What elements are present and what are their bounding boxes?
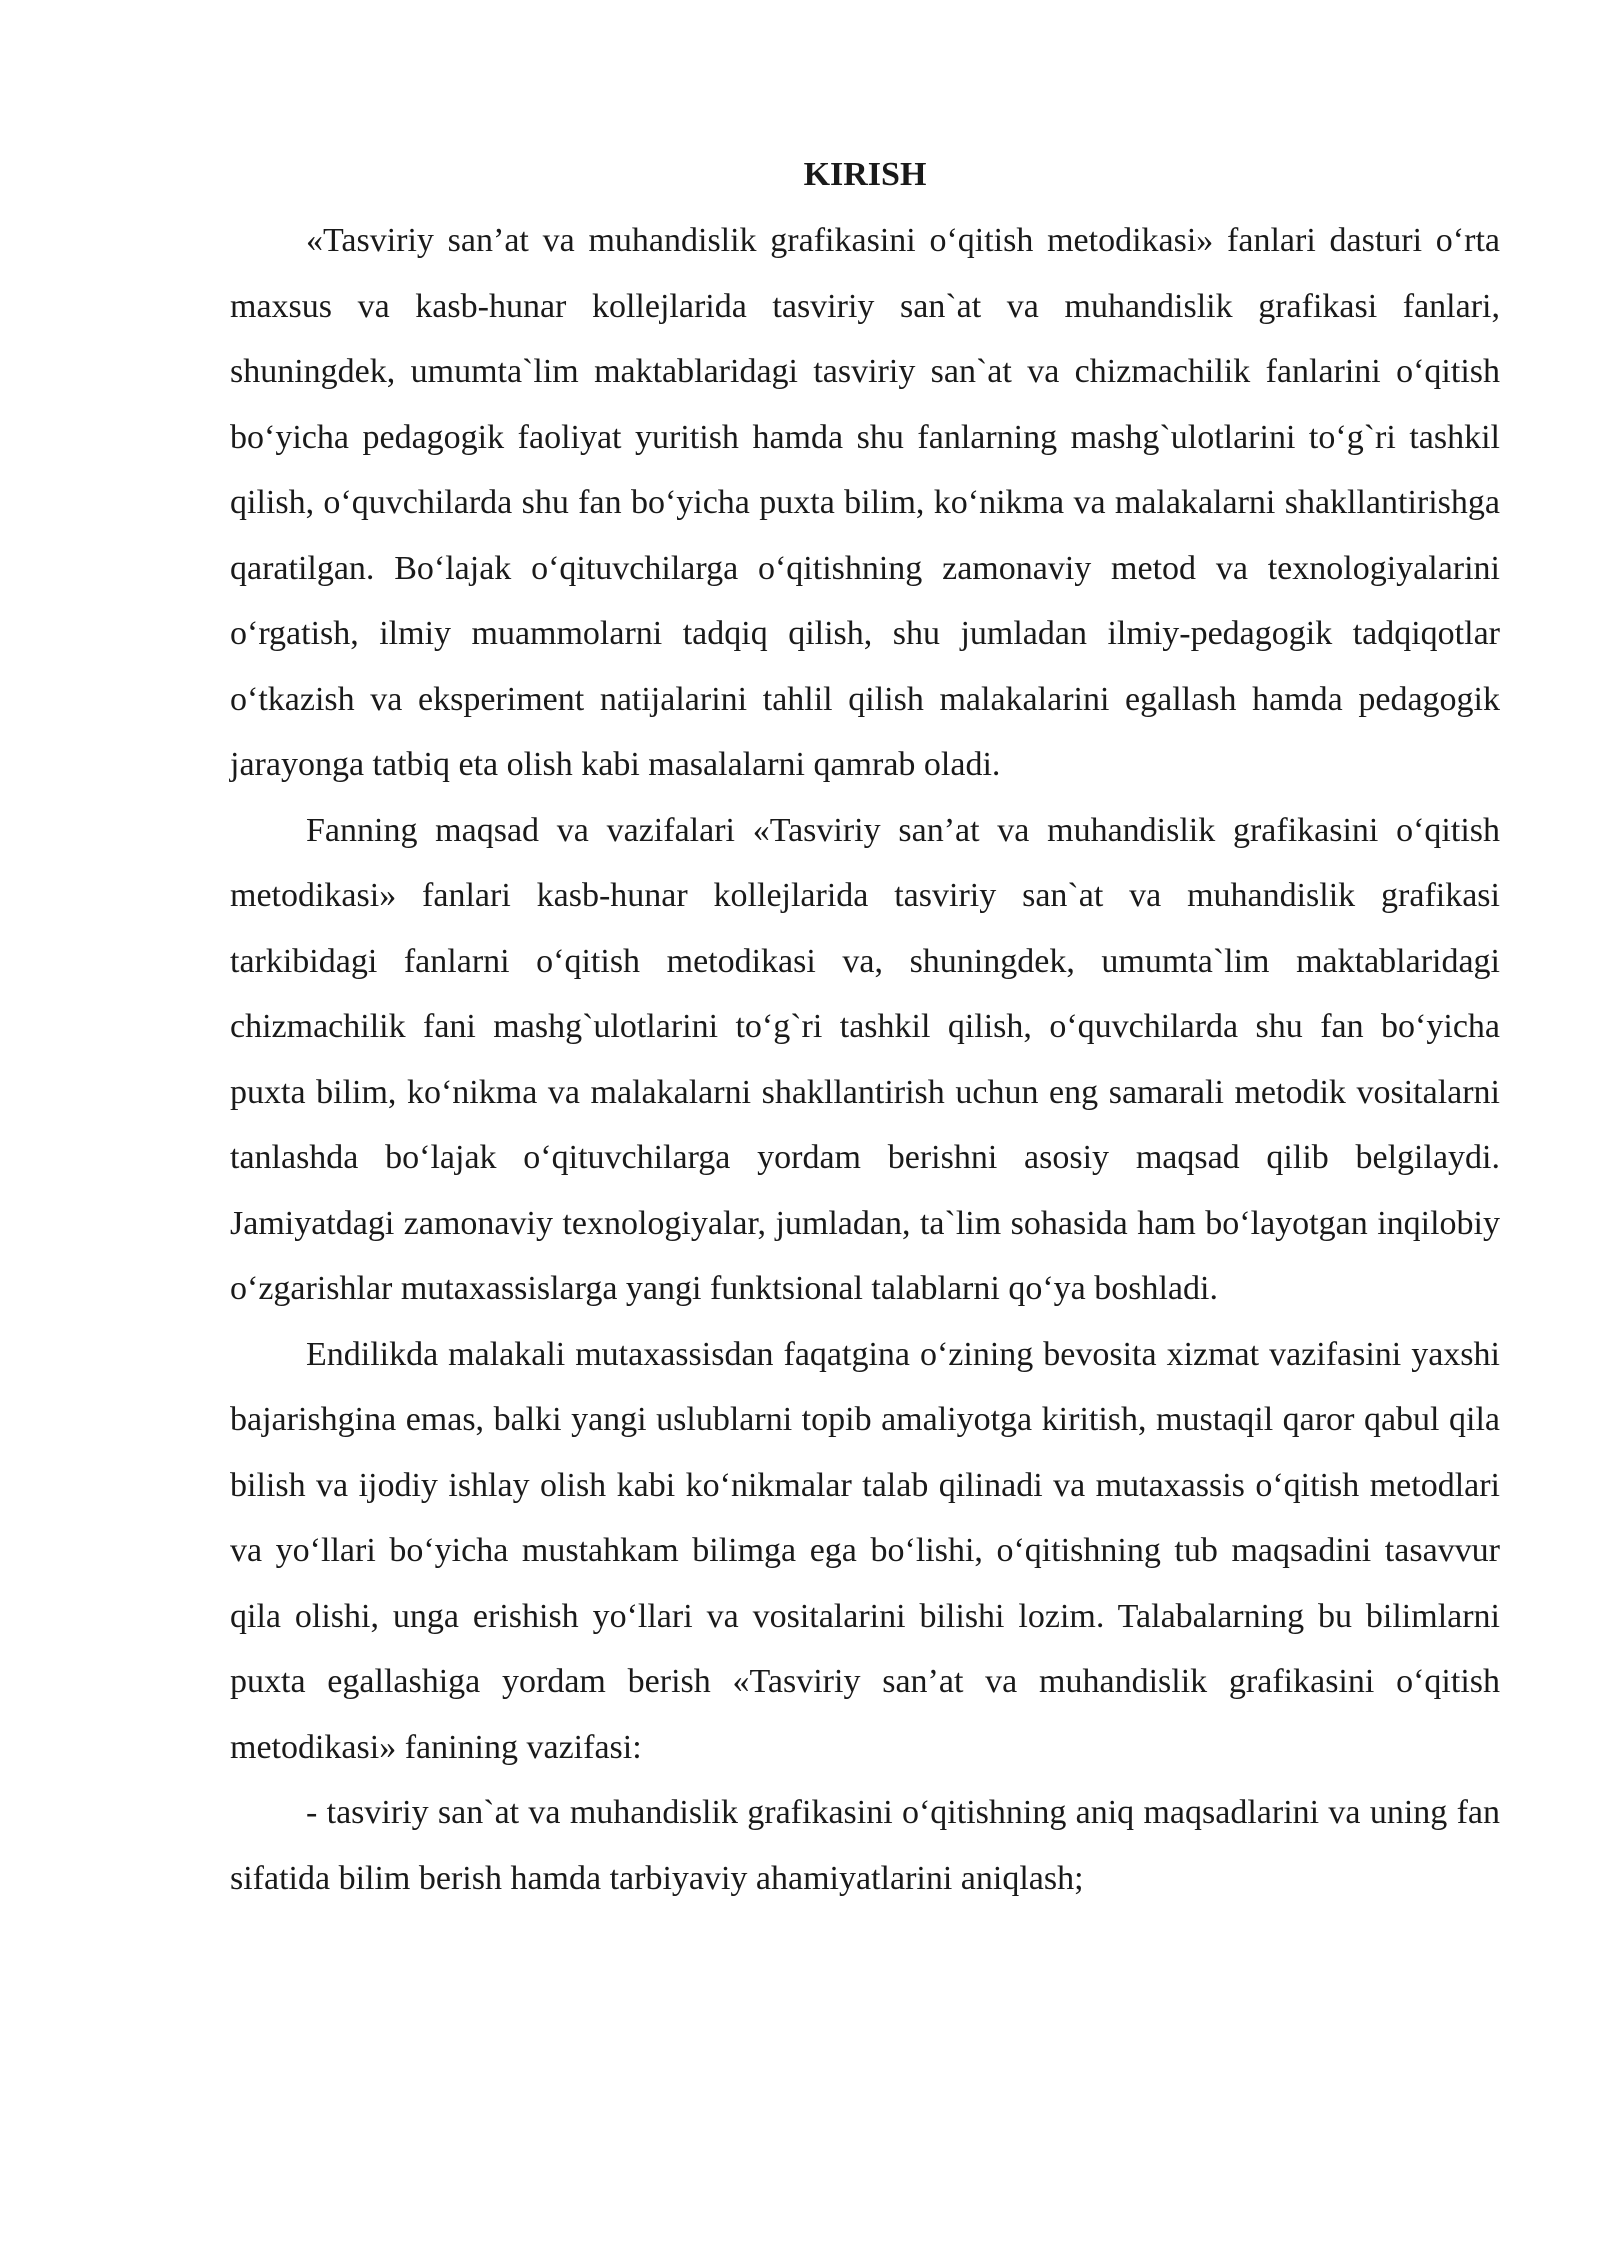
document-page [230, 150, 1500, 1911]
paragraph-list-item: - tasviriy san`at va muhandislik grafikasini oʻqitishning aniq maqsadlarini va uning fan sifatida bilim berish hamda tarbiyaviy ahamiyatlarini aniqlash; [230, 1794, 1500, 1897]
paragraph-goals: Fanning maqsad va vazifalari «Tasviriy san’at va muhandislik grafikasini oʻqitish metodikasi» fanlari kasb-hunar kollejlarida tasviriy san`at va muhandislik grafikasi tarkibidagi fanlarni oʻqitish metodikasi va, shuningdek, umumta`lim maktablaridagi chizmachilik fani mashg`ulotlarini toʻg`ri tashkil qilish, oʻquvchilarda shu fan boʻyicha puxta bilim, koʻnikma va malakalarni shakllantirish uchun eng samarali metodik vositalarni tanlashda boʻlajak oʻqituvchilarga yordam berishni asosiy maqsad qilib belgilaydi. Jamiyatdagi zamonaviy texnologiyalar, jumladan, ta`lim sohasida ham boʻlayotgan inqilobiy oʻzgarishlar mutaxassislarga yangi funktsional talablarni qoʻya boshladi. [230, 811, 1500, 1307]
paragraph-intro: «Tasviriy san’at va muhandislik grafikasini oʻqitish metodikasi» fanlari dasturi oʻrta maxsus va kasb-hunar kollejlarida tasviriy san`at va muhandislik grafikasi fanlari, shuningdek, umumta`lim maktablaridagi tasviriy san`at va chizmachilik fanlarini oʻqitish boʻyicha pedagogik faoliyat yuritish hamda shu fanlarning mashg`ulotlarini toʻg`ri tashkil qilish, oʻquvchilarda shu fan boʻyicha puxta bilim, koʻnikma va malakalarni shakllantirishga qaratilgan. Boʻlajak oʻqituvchilarga oʻqitishning zamonaviy metod va texnologiyalarini oʻrgatish, ilmiy muammolarni tadqiq qilish, shu jumladan ilmiy-pedagogik tadqiqotlar oʻtkazish va eksperiment natijalarini tahlil qilish malakalarini egallash hamda pedagogik jarayonga tatbiq eta olish kabi masalalarni qamrab oladi. [230, 222, 1500, 783]
paragraph-requirements: Endilikda malakali mutaxassisdan faqatgina oʻzining bevosita xizmat vazifasini yaxshi bajarishgina emas, balki yangi uslublarni topib amaliyotga kiritish, mustaqil qaror qabul qila bilish va ijodiy ishlay olish kabi koʻnikmalar talab qilinadi va mutaxassis oʻqitish metodlari va yoʻllari boʻyicha mustahkam bilimga ega boʻlishi, oʻqitishning tub maqsadini tasavvur qila olishi, unga erishish yoʻllari va vositalarini bilishi lozim. Talabalarning bu bilimlarni puxta egallashiga yordam berish «Tasviriy san’at va muhandislik grafikasini oʻqitish metodikasi» fanining vazifasi: [230, 1335, 1500, 1766]
page-title: KIRISH [803, 156, 927, 193]
